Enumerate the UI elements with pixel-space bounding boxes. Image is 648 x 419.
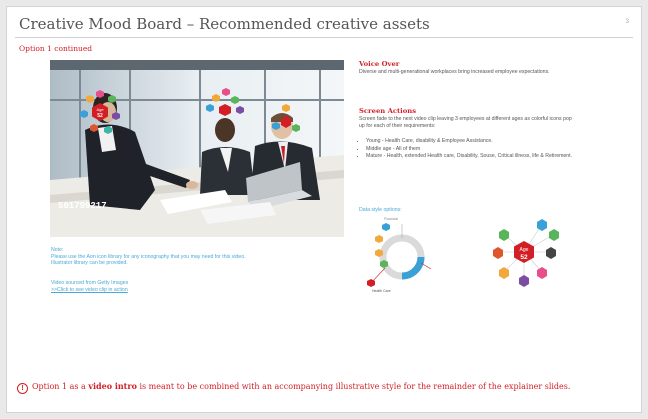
- list-item: • Mature - Health, extended Health care, Disability, Souse, Critical illness, life & Retirement.: [366, 153, 581, 160]
- footer-bold: video intro: [88, 381, 137, 391]
- note-text: Please use the Aon icon library for any iconography that you may need for this video. Illustrator library can be provided.: [51, 253, 246, 267]
- note-heading: Note:: [51, 247, 64, 253]
- alert-icon: !: [17, 383, 28, 394]
- stock-id-label: 501799217: [58, 201, 107, 211]
- source-block: [51, 280, 128, 293]
- source-text: Video sourced from Getty Images: [51, 280, 129, 286]
- footer-note: [17, 381, 570, 394]
- page-title: Creative Mood Board – Recommended creative assets: [19, 15, 430, 33]
- ring-label-bottom: Health Care: [372, 289, 391, 293]
- page-number: 3: [625, 19, 629, 25]
- footer-prefix: Option 1 as a: [32, 382, 89, 391]
- ring-label-top: Financial: [384, 217, 399, 221]
- voice-over-heading: Voice Over: [359, 60, 400, 68]
- list-item: • Young - Health Care, disability & Employee Assistance.: [366, 138, 581, 145]
- hex-age-value: 52: [520, 254, 528, 261]
- video-still[interactable]: [50, 60, 344, 237]
- video-clip-link[interactable]: >>Click to see video clip in action: [51, 286, 128, 293]
- slide: [6, 6, 642, 413]
- footer-suffix: is meant to be combined with an accompanying illustrative style for the remainder of the explainer slides.: [136, 382, 571, 391]
- option-label: Option 1 continued: [19, 44, 93, 53]
- ring-data-style: [357, 215, 447, 295]
- note-block: [51, 247, 251, 267]
- screen-actions-heading: Screen Actions: [359, 107, 417, 115]
- list-item: • Middle age - All of them: [366, 146, 581, 153]
- screen-actions-text: Screen fade to the next video clip leaving 3 employees at different ages as colorful icons pop up for each of their requirements:: [359, 116, 572, 129]
- hex-age-label: Age: [519, 247, 529, 253]
- screen-actions-list: [359, 138, 581, 161]
- title-divider: [15, 37, 633, 38]
- voice-over-text: Diverse and multi-generational workplaces bring increased employee expectations.: [359, 69, 550, 75]
- data-style-label: Data style options:: [359, 207, 402, 213]
- video-age-value: 52: [97, 113, 103, 119]
- video-age-label: Age: [96, 107, 104, 112]
- hex-cluster-data-style: [484, 212, 564, 287]
